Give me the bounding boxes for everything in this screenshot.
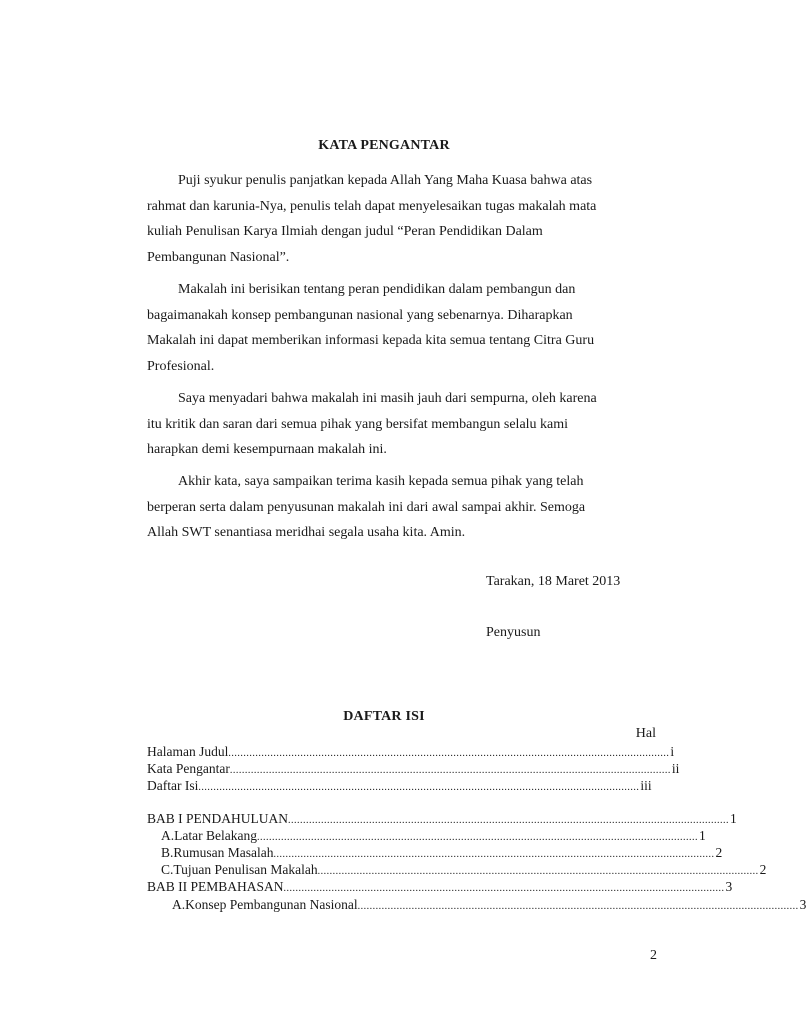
toc-leader: ................................................................................................................................................... (357, 900, 799, 912)
toc-subentry (147, 827, 706, 844)
toc-subentry (147, 844, 723, 861)
paragraph-line: berperan serta dalam penyusunan makalah ini dari awal sampai akhir. Semoga (147, 499, 586, 515)
toc-leader: ................................................................................................................................................... (283, 883, 725, 895)
toc-entry (147, 743, 675, 760)
paragraph-1 (147, 168, 647, 270)
toc-label: Konsep Pembangunan Nasional (185, 896, 358, 912)
toc-label: Daftar Isi (147, 778, 199, 794)
paragraph-line: Puji syukur penulis panjatkan kepada Allah Yang Maha Kuasa bahwa atas (178, 173, 593, 188)
toc-label: Latar Belakang (174, 827, 257, 843)
toc-page: ii (671, 761, 680, 777)
toc-label: Rumusan Masalah (173, 844, 274, 860)
paragraph-line: Makalah ini dapat memberikan informasi kepada kita semua tentang Citra Guru (147, 333, 595, 348)
toc-page: 2 (759, 862, 767, 878)
toc-label: BAB II PEMBAHASAN (147, 879, 284, 895)
paragraph-4 (147, 469, 647, 546)
paragraph-line: Makalah ini berisikan tentang peran pendidikan dalam pembangun dan (178, 282, 576, 297)
paragraph-line: bagaimanakah konsep pembangunan nasional yang sebenarnya. Diharapkan (147, 307, 573, 323)
toc-leader: ................................................................................................................................................... (198, 782, 640, 794)
author-signature: Penyusun (486, 625, 541, 640)
kata-pengantar-title: KATA PENGANTAR (318, 138, 450, 153)
toc-number: C. (161, 862, 174, 878)
paragraph-line: rahmat dan karunia-Nya, penulis telah dapat menyelesaikan tugas makalah mata (147, 198, 597, 214)
paragraph-2 (147, 277, 647, 379)
toc-page-header: Hal (635, 726, 656, 741)
toc-leader: ................................................................................................................................................... (317, 866, 759, 878)
paragraph-line: Pembangunan Nasional”. (147, 249, 290, 265)
paragraph-line: harapkan demi kesempurnaan makalah ini. (147, 442, 387, 457)
toc-leader: ................................................................................................................................................... (256, 831, 698, 843)
paragraph-line: itu kritik dan saran dari semua pihak yang bersifat membangun selalu kami (147, 416, 569, 432)
paragraph-3 (147, 386, 647, 463)
toc-leader: ................................................................................................................................................... (228, 748, 670, 759)
toc-page: 3 (799, 896, 806, 912)
toc-page: 2 (715, 844, 723, 860)
toc-leader: ................................................................................................................................................... (288, 814, 729, 826)
toc-subentry (147, 896, 806, 913)
place-date: Tarakan, 18 Maret 2013 (486, 574, 621, 589)
toc-subentry (147, 861, 767, 878)
toc-label: Halaman Judul (147, 744, 229, 759)
paragraph-line: Saya menyadari bahwa makalah ini masih jauh dari sempurna, oleh karena (178, 391, 597, 406)
toc-entry (147, 760, 680, 777)
toc-page: i (670, 744, 675, 759)
paragraph-line: Allah SWT senantiasa meridhai segala usaha kita. Amin. (147, 525, 466, 540)
toc-leader: ................................................................................................................................................... (273, 848, 715, 860)
paragraph-line: Akhir kata, saya sampaikan terima kasih kepada semua pihak yang telah (178, 474, 584, 489)
toc-chapter (147, 878, 733, 895)
toc-number: B. (161, 844, 174, 860)
toc-page: iii (640, 778, 652, 794)
toc-leader: ................................................................................................................................................... (229, 765, 671, 777)
page-number: 2 (650, 948, 657, 963)
daftar-isi-title: DAFTAR ISI (343, 709, 425, 724)
toc-label: Tujuan Penulisan Makalah (173, 862, 318, 878)
paragraph-line: kuliah Penulisan Karya Ilmiah dengan judul “Peran Pendidikan Dalam (147, 224, 543, 239)
toc-entry (147, 777, 656, 794)
toc-page: 3 (725, 879, 733, 895)
toc-number: A. (172, 896, 186, 912)
toc-page: 1 (730, 810, 737, 826)
toc-chapter (147, 810, 737, 827)
toc-page: 1 (698, 827, 706, 843)
toc-spacer (147, 795, 656, 810)
toc-label: Kata Pengantar (147, 761, 230, 777)
paragraph-line: Profesional. (147, 358, 215, 374)
table-of-contents (147, 743, 806, 913)
toc-label: BAB I PENDAHULUAN (147, 810, 288, 826)
toc-number: A. (161, 827, 175, 843)
